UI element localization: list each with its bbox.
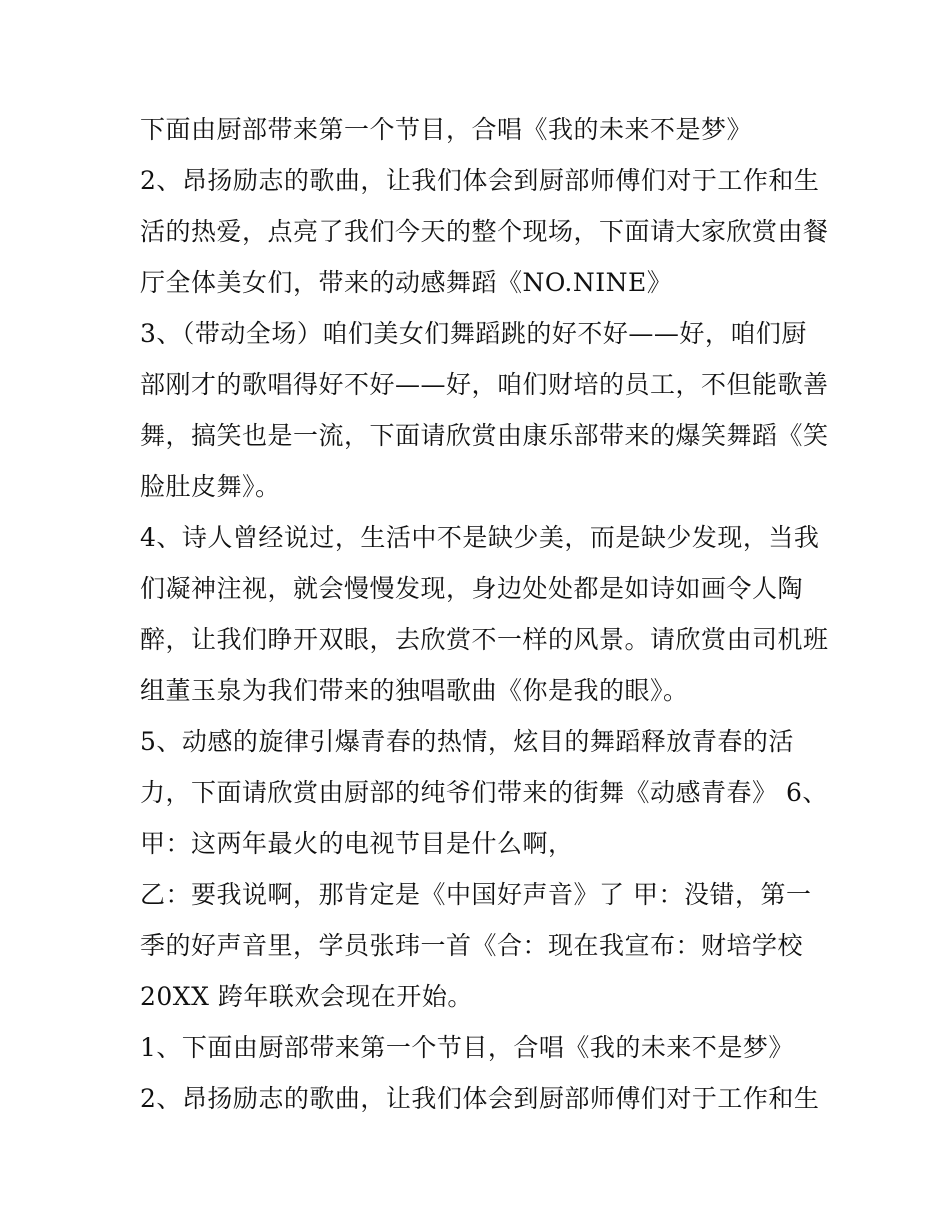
text-line: 组董玉泉为我们带来的独唱歌曲《你是我的眼》。 bbox=[140, 676, 689, 705]
text-line: 1、下面由厨部带来第一个节目，合唱《我的未来不是梦》 bbox=[140, 1033, 794, 1062]
text-line: 脸肚皮舞》。 bbox=[140, 472, 281, 501]
text-line: 活的热爱，点亮了我们今天的整个现场，下面请大家欣赏由餐 bbox=[140, 217, 829, 246]
text-line: 20XX 跨年联欢会现在开始。 bbox=[140, 982, 473, 1011]
text-line: 力，下面请欣赏由厨部的纯爷们带来的街舞《动感青春》 6、 bbox=[140, 778, 828, 807]
text-line: 4、诗人曾经说过，生活中不是缺少美，而是缺少发现，当我 bbox=[140, 523, 820, 552]
text-line: 2、昂扬励志的歌曲，让我们体会到厨部师傅们对于工作和生 bbox=[140, 1084, 820, 1113]
text-line: 甲：这两年最火的电视节目是什么啊， bbox=[140, 829, 574, 858]
text-line: 2、昂扬励志的歌曲，让我们体会到厨部师傅们对于工作和生 bbox=[140, 166, 820, 195]
text-line: 舞，搞笑也是一流，下面请欣赏由康乐部带来的爆笑舞蹈《笑 bbox=[140, 421, 829, 450]
text-line: 下面由厨部带来第一个节目，合唱《我的未来不是梦》 bbox=[140, 115, 753, 144]
text-line: 乙：要我说啊，那肯定是《中国好声音》了 甲：没错，第一 bbox=[140, 880, 812, 909]
text-line: 厅全体美女们，带来的动感舞蹈《NO.NINE》 bbox=[140, 268, 673, 297]
text-line: 醉，让我们睁开双眼，去欣赏不一样的风景。请欣赏由司机班 bbox=[140, 625, 829, 654]
text-line: 3、（带动全场）咱们美女们舞蹈跳的好不好——好，咱们厨 bbox=[140, 319, 807, 348]
text-line: 5、动感的旋律引爆青春的热情，炫目的舞蹈释放青春的活 bbox=[140, 727, 794, 756]
text-line: 季的好声音里，学员张玮一首《合：现在我宣布：财培学校 bbox=[140, 931, 804, 960]
text-line: 们凝神注视，就会慢慢发现，身边处处都是如诗如画令人陶 bbox=[140, 574, 804, 603]
text-line: 部刚才的歌唱得好不好——好，咱们财培的员工，不但能歌善 bbox=[140, 370, 829, 399]
